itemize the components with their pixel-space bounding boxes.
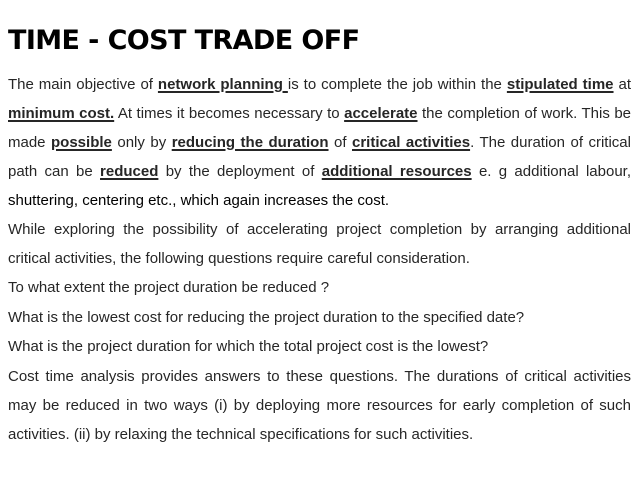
text-run: At times it becomes necessary to bbox=[114, 105, 345, 122]
keyword-accelerate: accelerate bbox=[344, 105, 418, 122]
keyword-additional-resources: additional resources bbox=[321, 163, 472, 180]
slide-title: TIME - COST TRADE OFF bbox=[8, 25, 360, 56]
question-project-duration: What is the project duration for which the total project cost is the lowest? bbox=[8, 338, 489, 355]
keyword-minimum-cost: minimum cost. bbox=[8, 105, 115, 122]
keyword-network-planning: network planning bbox=[157, 76, 288, 93]
text-run: at bbox=[613, 76, 632, 93]
text-run: only by bbox=[111, 134, 172, 151]
text-run: e. g additional labour, bbox=[471, 163, 632, 180]
question-lowest-cost: What is the lowest cost for reducing the project duration to the specified date? bbox=[8, 308, 525, 326]
text-run-cost-increase: shuttering, centering etc., which again increases the cost. bbox=[8, 192, 390, 209]
keyword-reduced: reduced bbox=[100, 163, 159, 180]
keyword-reducing-the-duration: reducing the duration bbox=[171, 134, 329, 151]
question-extent: To what extent the project duration be reduced ? bbox=[8, 279, 330, 296]
keyword-possible: possible bbox=[51, 134, 112, 151]
text-run: the completion of work. This be made bbox=[8, 105, 631, 151]
slide-body bbox=[8, 70, 631, 449]
text-run: by the deployment of bbox=[158, 163, 322, 180]
keyword-stipulated-time: stipulated time bbox=[506, 76, 614, 93]
text-run: The main objective of bbox=[8, 76, 158, 93]
text-run: of bbox=[328, 134, 352, 151]
keyword-critical-activities: critical activities bbox=[352, 134, 471, 151]
paragraph-cost-time-analysis: Cost time analysis provides answers to these questions. The durations of critical activities may be reduced in two ways (i) by deploying more resources for early completion of such activities. (ii) by relaxing the technical specifications for such activities. bbox=[8, 367, 631, 443]
paragraph-objective bbox=[8, 70, 631, 215]
text-run: is to complete the job within the bbox=[287, 76, 507, 93]
paragraph-exploring: While exploring the possibility of accelerating project completion by arranging additional critical activities, the following questions require careful consideration. bbox=[8, 221, 631, 267]
text-run: . The duration of critical path can be bbox=[8, 134, 631, 180]
